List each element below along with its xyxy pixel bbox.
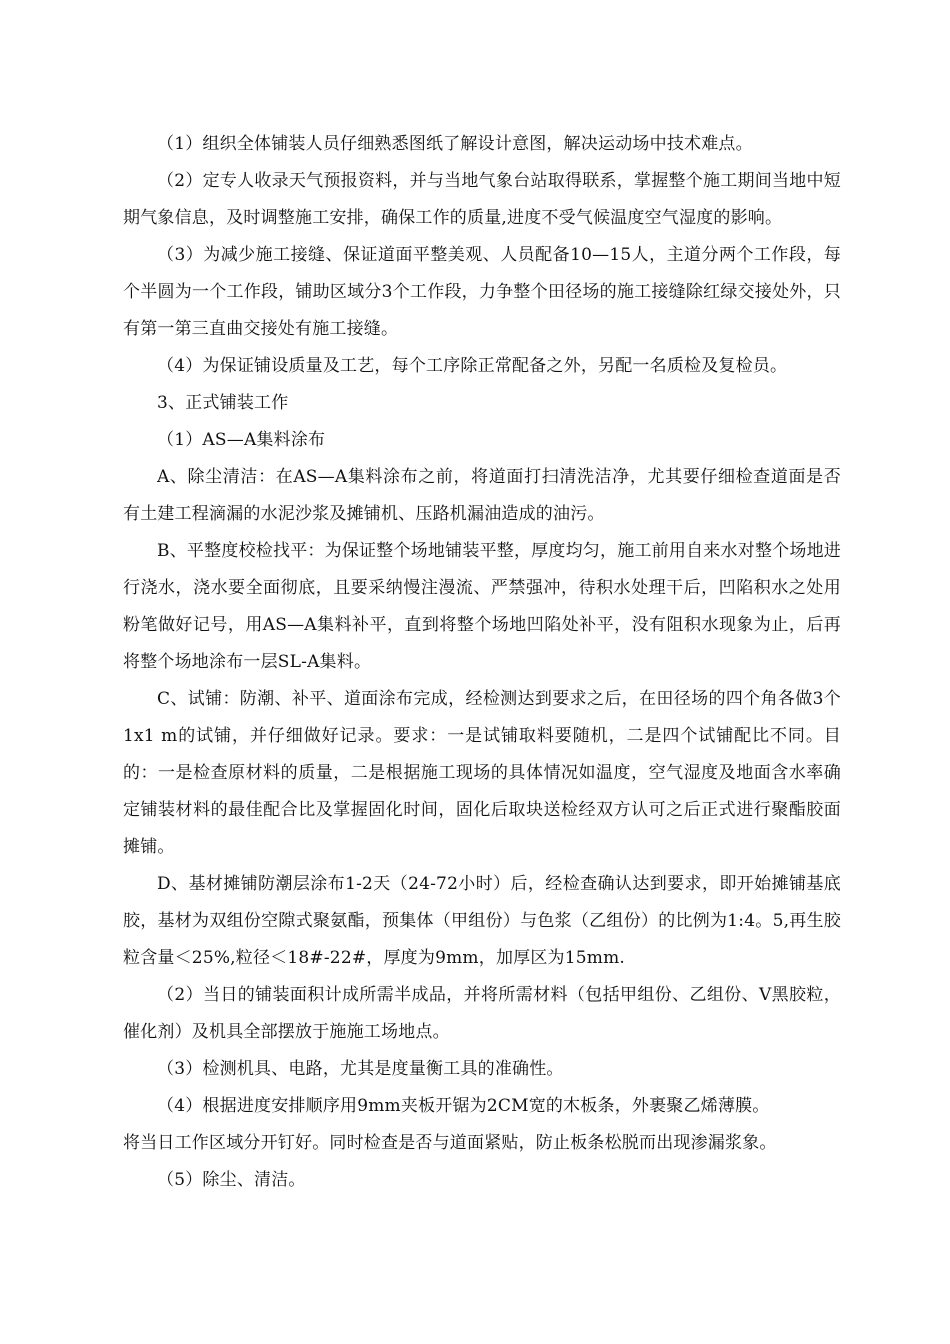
paragraph-7: （4）根据进度安排顺序用9mm夹板开锯为2CM宽的木板条，外裹聚乙烯薄膜。: [157, 1096, 770, 1116]
paragraph-9: （5）除尘、清洁。: [157, 1170, 306, 1190]
paragraph-a: A、除尘清洁：在AS—A集料涂布之前，将道面打扫清洗洁净，尤其要仔细检查道面是否有土建工程滴漏的水泥沙浆及摊铺机、压路机漏油造成的油污。: [123, 467, 841, 524]
paragraph-8: 将当日工作区域分开钉好。同时检查是否与道面紧贴，防止板条松脱而出现渗漏浆象。: [123, 1133, 777, 1153]
paragraph-b: B、平整度校检找平：为保证整个场地铺装平整，厚度均匀，施工前用自来水对整个场地进行浇水，浇水要全面彻底，且要采纳慢注漫流、严禁强冲，待积水处理干后，凹陷积水之处用粉笔做好记号，用AS—A集料补平，直到将整个场地凹陷处补平，没有阻积水现象为止，后再将整个场地涂布一层SL-A集料。: [123, 541, 841, 672]
paragraph-3: （3）为减少施工接缝、保证道面平整美观、人员配备10—15人，主道分两个工作段，每个半圆为一个工作段，铺助区域分3个工作段，力争整个田径场的施工接缝除红绿交接处外，只有第一第三直曲交接处有施工接缝。: [123, 245, 841, 339]
paragraph-4: （4）为保证铺设质量及工艺，每个工序除正常配备之外，另配一名质检及复检员。: [157, 356, 788, 376]
paragraph-2: （2）定专人收录天气预报资料，并与当地气象台站取得联系，掌握整个施工期间当地中短期气象信息，及时调整施工安排，确保工作的质量,进度不受气候温度空气湿度的影响。: [123, 171, 841, 228]
paragraph-6: （3）检测机具、电路，尤其是度量衡工具的准确性。: [157, 1059, 564, 1079]
paragraph-c: C、试铺：防潮、补平、道面涂布完成，经检测达到要求之后，在田径场的四个角各做3个1x1 m的试铺，并仔细做好记录。要求：一是试铺取料要随机，二是四个试铺配比不同。目的：一是检查原材料的质量，二是根据施工现场的具体情况如温度，空气湿度及地面含水率确定铺装材料的最佳配合比及掌握固化时间，固化后取块送检经双方认可之后正式进行聚酯胶面摊铺。: [123, 689, 841, 857]
document-body: [123, 126, 841, 1199]
section-heading: 3、正式铺装工作: [157, 393, 289, 413]
paragraph-1: （1）组织全体铺装人员仔细熟悉图纸了解设计意图，解决运动场中技术难点。: [157, 134, 753, 154]
paragraph-d: D、基材摊铺防潮层涂布1-2天（24-72小时）后，经检查确认达到要求，即开始摊铺基底胶，基材为双组份空隙式聚氨酯，预集体（甲组份）与色浆（乙组份）的比例为1:4。5,再生胶粒含量＜25%,粒径＜18#-22#，厚度为9mm，加厚区为15mm.: [123, 874, 841, 968]
paragraph-5: （2）当日的铺装面积计成所需半成品，并将所需材料（包括甲组份、乙组份、V黑胶粒，催化剂）及机具全部摆放于施施工场地点。: [123, 985, 841, 1042]
subsection-heading: （1）AS—A集料涂布: [157, 430, 326, 450]
